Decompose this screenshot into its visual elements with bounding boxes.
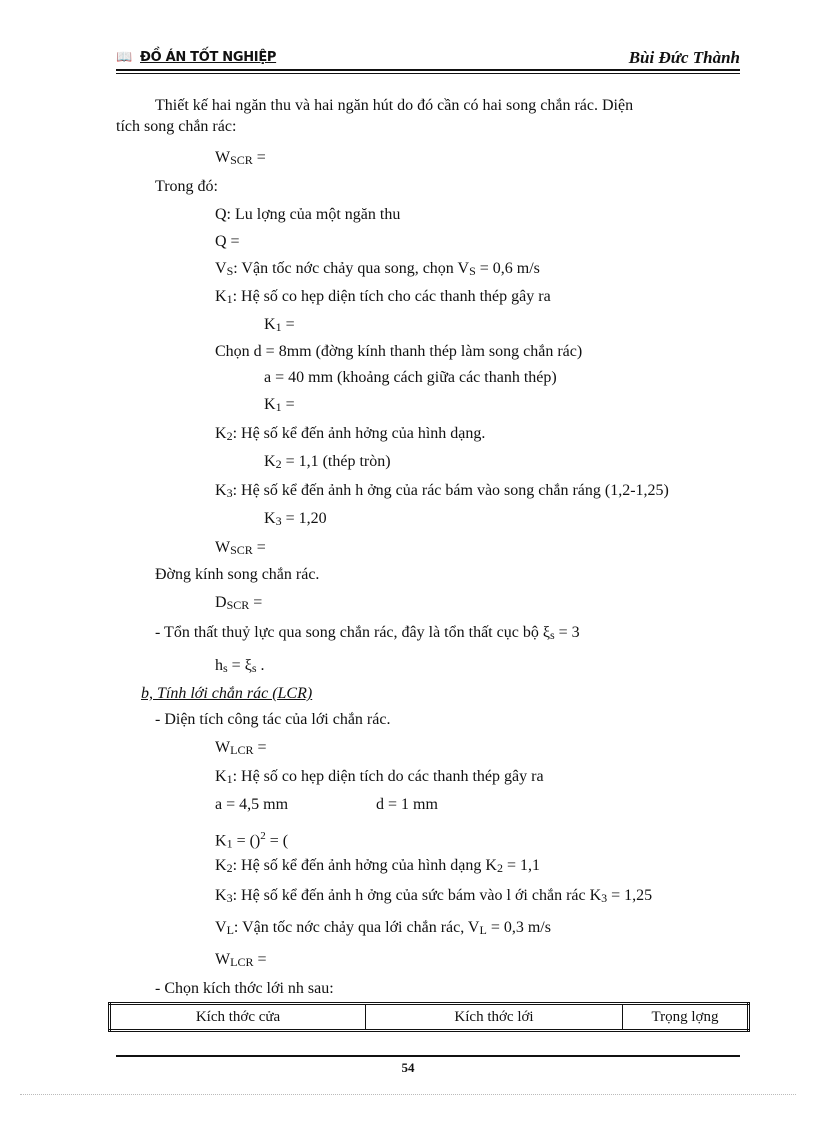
table-header-cell: Kích thớc cửa: [110, 1004, 366, 1031]
size-table: [108, 1002, 750, 1032]
vs-definition: $V_S$: Vận tốc nớc chảy qua song, chọn $V_S = 0,6$ m/s: [215, 260, 540, 278]
a40-line: a = 40 mm (khoảng cách giữa các thanh thép): [264, 369, 557, 386]
footer-rule: [116, 1055, 740, 1057]
k3-definition: $K_3$: Hệ số kể đến ảnh h ởng của rác bám vào song chắn ráng (1,2-1,25): [215, 482, 669, 500]
k2-lcr-definition: $K_2$: Hệ số kể đến ảnh hởng của hình dạng $K_2 = 1,1$: [215, 857, 540, 875]
d1-value: d = 1 mm: [376, 796, 438, 813]
a45-value: a = 4,5 mm: [215, 796, 289, 813]
k3-formula: $K_3 = 1,20$: [264, 510, 327, 528]
ton-that-line: - Tổn thất thuỷ lực qua song chắn rác, đây là tổn thất cục bộ $\xi_s = 3$: [155, 624, 580, 642]
k3-lcr-definition: $K_3$: Hệ số kể đến ảnh h ởng của sức bám vào l ới chắn rác $K_3 = 1,25$: [215, 887, 653, 905]
header-author: Bùi Đức Thành: [628, 48, 740, 67]
vl-definition: $V_L$: Vận tốc nớc chảy qua lới chắn rác, $V_L = 0,3$ m/s: [215, 919, 551, 937]
dien-tich-line: - Diện tích công tác của lới chắn rác.: [155, 711, 391, 728]
chon-d-line: Chọn d = 8mm (đờng kính thanh thép làm song chắn rác): [215, 343, 583, 360]
header-rule: [116, 69, 740, 71]
k1-lcr-formula: $K_1 = ()^2$ = (: [215, 830, 289, 851]
wlcr-formula-2: $W_{LCR}$ =: [215, 951, 267, 969]
k1-lcr-definition: $K_1$: Hệ số co hẹp diện tích do các thanh thép gây ra: [215, 768, 544, 786]
k2-formula: $K_2 = 1,1$ (thép tròn): [264, 453, 391, 471]
paragraph-line: Thiết kế hai ngăn thu và hai ngăn hút do đó cần có hai song chắn rác. Diện: [155, 97, 634, 114]
page-header: [116, 48, 740, 70]
k1-formula-2: $K_1$ =: [264, 396, 295, 414]
book-icon: 📖: [116, 50, 133, 65]
chon-kich-thuoc-line: - Chọn kích thớc lới nh sau:: [155, 980, 334, 997]
trong-do-label: Trong đó:: [155, 178, 218, 195]
dscr-formula: $D_{SCR}$ =: [215, 594, 263, 612]
q-definition: Q: Lu lợng của một ngăn thu: [215, 206, 401, 223]
table-header-cell: Trọng lợng: [623, 1004, 749, 1031]
page-bottom-border: [20, 1094, 796, 1095]
section-heading: b, Tính lới chắn rác (LCR): [141, 685, 313, 702]
header-title: ĐỒ ÁN TỐT NGHIỆP: [140, 50, 277, 65]
formula-wscr: $W_{SCR}$ =: [215, 149, 266, 167]
q-formula: Q =: [215, 233, 240, 250]
paragraph-line: tích song chắn rác:: [116, 118, 237, 135]
header-rule-thin: [116, 73, 740, 74]
duong-kinh-line: Đờng kính song chắn rác.: [155, 566, 320, 583]
k1-formula: $K_1$ =: [264, 316, 295, 334]
table-header-cell: Kích thớc lới: [366, 1004, 623, 1031]
wlcr-formula: $W_{LCR}$ =: [215, 739, 267, 757]
k1-definition: $K_1$: Hệ số co hẹp diện tích cho các thanh thép gây ra: [215, 288, 551, 306]
table-header-row: [110, 1004, 749, 1031]
k2-definition: $K_2$: Hệ số kể đến ảnh hởng của hình dạng.: [215, 425, 486, 443]
hs-formula: $h_s = \xi_s$ .: [215, 657, 265, 675]
wscr-formula-2: $W_{SCR}$ =: [215, 539, 266, 557]
page-number: 54: [401, 1060, 415, 1075]
